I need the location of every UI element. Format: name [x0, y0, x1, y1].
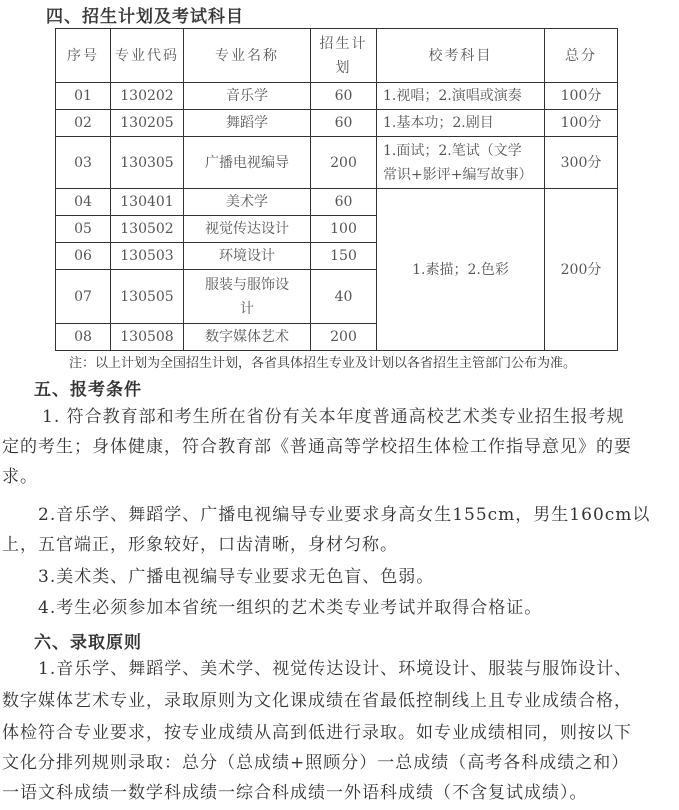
- cell-code: 130401: [111, 189, 184, 216]
- section6-line4: 文化分排列规则录取：总分（总成绩+照顾分）一总成绩（高考各科成绩之和）: [2, 753, 630, 773]
- cell-name: 舞蹈学: [184, 110, 311, 137]
- cell-subjects: [377, 137, 545, 189]
- cell-code: 130205: [111, 110, 184, 137]
- cell-plan: 40: [311, 270, 377, 324]
- cell-name-line2: 计: [240, 300, 254, 317]
- cell-plan: 150: [311, 243, 377, 270]
- section5-p2-line1: 2.音乐学、舞蹈学、广播电视编导专业要求身高女生155cm，男生160cm以: [38, 505, 651, 525]
- cell-name-line1: 服装与服饰设: [205, 276, 289, 293]
- cell-code: 130305: [111, 137, 184, 189]
- section5-p1-line2: 定的考生；身体健康，符合教育部《普通高等学校招生体检工作指导意见》的要: [2, 437, 632, 457]
- section5-p3: 3.美术类、广播电视编导专业要求无色盲、色弱。: [38, 567, 435, 587]
- cell-name: 音乐学: [184, 83, 311, 110]
- cell-code: 130505: [111, 270, 184, 324]
- enrollment-plan-table: [55, 28, 618, 351]
- table-note: 注：以上计划为全国招生计划，各省具体招生专业及计划以各省招生主管部门公布为准。: [69, 356, 577, 371]
- table-header-row: [56, 29, 618, 83]
- cell-no: 07: [56, 270, 111, 324]
- cell-subjects-line2: 常识+影评+编写故事）: [383, 166, 533, 183]
- header-score: 总分: [545, 29, 618, 83]
- cell-subjects-line1: 1.面试；2.笔试（文学: [383, 142, 522, 159]
- section6-line5: 一语文科成绩一数学科成绩一综合科成绩一外语科成绩（不含复试成绩）。: [2, 783, 588, 803]
- section6-line3: 体检符合专业要求，按专业成绩从高到低进行录取。如专业成绩相同，则按以下: [2, 723, 632, 743]
- cell-plan: 100: [311, 216, 377, 243]
- cell-no: 08: [56, 324, 111, 351]
- cell-no: 01: [56, 83, 111, 110]
- cell-name: 广播电视编导: [184, 137, 311, 189]
- cell-plan: 60: [311, 83, 377, 110]
- header-plan: [311, 29, 377, 83]
- cell-plan: 60: [311, 110, 377, 137]
- table-row: [56, 189, 618, 216]
- section5-title: 五、报考条件: [34, 380, 142, 400]
- section5-p1-line3: 求。: [2, 467, 38, 487]
- header-no: 序号: [56, 29, 111, 83]
- cell-code: 130502: [111, 216, 184, 243]
- cell-name: 环境设计: [184, 243, 311, 270]
- cell-score: 300分: [545, 137, 618, 189]
- header-plan-line2: 划: [335, 59, 352, 76]
- cell-name: 美术学: [184, 189, 311, 216]
- cell-code: 130503: [111, 243, 184, 270]
- section6-title: 六、录取原则: [34, 633, 142, 653]
- cell-no: 05: [56, 216, 111, 243]
- table-row: [56, 137, 618, 189]
- header-subjects: 校考科目: [377, 29, 545, 83]
- section6-line1: 1.音乐学、舞蹈学、美术学、视觉传达设计、环境设计、服装与服饰设计、: [38, 659, 633, 679]
- header-plan-line1: 招生计: [319, 35, 368, 52]
- cell-no: 04: [56, 189, 111, 216]
- cell-name: 数字媒体艺术: [184, 324, 311, 351]
- cell-subjects: 1.基本功；2.剧目: [377, 110, 545, 137]
- cell-code: 130508: [111, 324, 184, 351]
- cell-plan: 200: [311, 137, 377, 189]
- cell-merged-score: 200分: [545, 189, 618, 351]
- cell-subjects: 1.视唱；2.演唱或演奏: [377, 83, 545, 110]
- cell-name: 视觉传达设计: [184, 216, 311, 243]
- section4-title: 四、招生计划及考试科目: [46, 7, 244, 27]
- cell-score: 100分: [545, 83, 618, 110]
- section5-p2-line2: 上，五官端正，形象较好，口齿清晰，身材匀称。: [2, 535, 398, 555]
- cell-score: 100分: [545, 110, 618, 137]
- cell-name: [184, 270, 311, 324]
- cell-plan: 200: [311, 324, 377, 351]
- section5-p1-line1: 1. 符合教育部和考生所在省份有关本年度普通高校艺术类专业招生报考规: [42, 407, 625, 427]
- cell-plan: 60: [311, 189, 377, 216]
- header-name: 专业名称: [184, 29, 311, 83]
- header-code: 专业代码: [111, 29, 184, 83]
- cell-no: 02: [56, 110, 111, 137]
- cell-no: 06: [56, 243, 111, 270]
- table-row: [56, 83, 618, 110]
- section5-p4: 4.考生必须参加本省统一组织的艺术类专业考试并取得合格证。: [38, 598, 543, 618]
- section6-line2: 数字媒体艺术专业，录取原则为文化课成绩在省最低控制线上且专业成绩合格，: [2, 691, 632, 711]
- cell-no: 03: [56, 137, 111, 189]
- table-row: [56, 110, 618, 137]
- cell-code: 130202: [111, 83, 184, 110]
- cell-merged-subjects: 1.素描；2.色彩: [377, 189, 545, 351]
